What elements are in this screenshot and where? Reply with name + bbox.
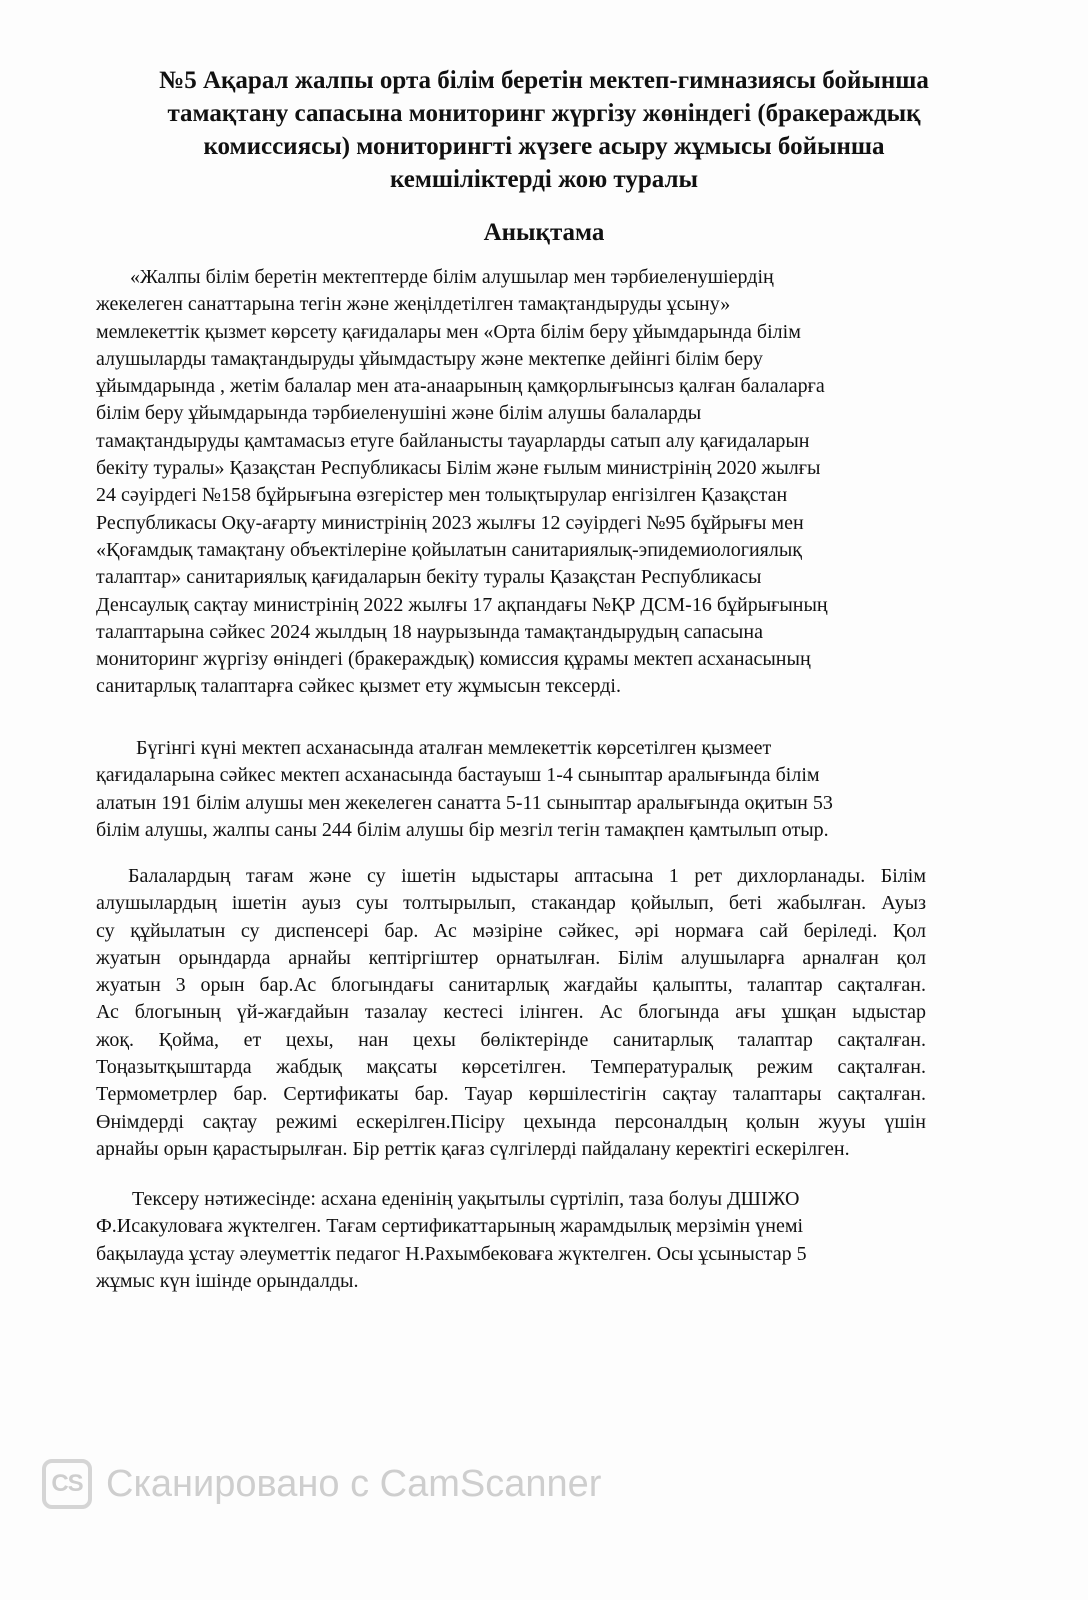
paragraph-line: мемлекеттік қызмет көрсету қағидалары мен «Орта білім беру ұйымдарында білім: [96, 320, 801, 343]
paragraph-line: талаптар» санитариялық қағидаларын бекіту туралы Қазақстан Республикасы: [96, 566, 762, 589]
paragraph-line: қағидаларына сәйкес мектеп асханасында бастауыш 1-4 сыныптар аралығында білім: [96, 764, 820, 787]
paragraph-line: «Қоғамдық тамақтану объектілеріне қойылатын санитариялық-эпидемиологиялық: [96, 538, 802, 561]
paragraph-line: Термометрлер бар. Сертификаты бар. Тауар көршілестігін сақтау талаптары сақталған.: [96, 1083, 926, 1106]
paragraph-line: білім беру ұйымдарында тәрбиеленушіні және білім алушы балаларды: [96, 402, 702, 425]
paragraph-line: «Жалпы білім беретін мектептерде білім алушылар мен тәрбиеленушіердің: [130, 266, 774, 288]
paragraph-line: 24 сәуірдегі №158 бұйрығына өзгерістер мен толықтырулар енгізілген Қазақстан: [96, 484, 788, 507]
paragraph-line: алатын 191 білім алушы мен жекелеген санатта 5-11 сыныптар аралығында оқитын 53: [96, 791, 833, 814]
document-heading: Анықтама: [483, 219, 605, 246]
paragraph-line: Ас блогының үй-жағдайын тазалау кестесі ілінген. Ас блогында ағы ұшқан ыдыстар: [96, 1001, 926, 1024]
paragraph-line: жоқ. Қойма, ет цехы, нан цехы бөліктерінде санитарлық талаптар сақталған.: [96, 1028, 926, 1051]
paragraph-line: бақылауда ұстау әлеуметтік педагог Н.Рахымбековаға жүктелген. Осы ұсыныстар 5: [96, 1242, 807, 1265]
paragraph-line: мониторинг жүргізу өніндегі (бракераждық) комиссия құрамы мектеп асханасының: [96, 648, 811, 671]
paragraph-line: Тексеру нәтижесінде: асхана еденінің уақытылы сүртіліп, таза болуы ДШІЖО: [132, 1188, 800, 1210]
title-line: №5 Ақарал жалпы орта білім беретін мектеп-гимназиясы бойынша: [159, 67, 929, 94]
paragraph-line: жуатын орындарда арнайы кептіргіштер орнатылған. Білім алушыларға арналған қол: [96, 946, 926, 969]
paragraph-line: Балалардың тағам және су ішетін ыдыстары аптасына 1 рет дихлорланады. Білім: [128, 865, 926, 887]
paragraph-line: талаптарына сәйкес 2024 жылдың 18 наурызында тамақтандырудың сапасына: [96, 620, 763, 643]
title-line: кемшіліктерді жою туралы: [389, 166, 699, 193]
camscanner-logo-icon: CS: [42, 1459, 92, 1509]
paragraph-line: тамақтандыруды қамтамасыз етуге байланысты тауарларды сатып алу қағидаларын: [96, 429, 810, 452]
paragraph-line: санитарлық талаптарға сәйкес қызмет ету жұмысын тексерді.: [96, 675, 621, 698]
paragraph-line: Тоңазытқыштарда жабдық мақсаты көрсетілген. Температуралық режим сақталған.: [96, 1056, 926, 1079]
paragraph-line: Республикасы Оқу-ағарту министрінің 2023 жылғы 12 сәуірдегі №95 бұйрығы мен: [96, 511, 804, 534]
paragraph-line: Ф.Исакуловаға жүктелген. Тағам сертификаттарының жарамдылық мерзімін үнемі: [96, 1215, 804, 1238]
camscanner-watermark: [42, 1452, 601, 1516]
paragraph-intro: [96, 264, 936, 701]
document-title: [80, 64, 1008, 196]
paragraph-line: Өнімдерді сақтау режимі ескерілген.Пісіру цехында персоналдың қолын жууы үшін: [96, 1110, 926, 1133]
paragraph-line: Денсаулық сақтау министрінің 2022 жылғы 17 ақпандағы №ҚР ДСМ-16 бұйрығының: [96, 593, 828, 616]
paragraph-line: арнайы орын қарастырылған. Бір реттік қағаз сүлгілерді пайдалану керектігі ескерілген.: [96, 1137, 850, 1160]
paragraph-conclusion: [96, 1186, 906, 1295]
paragraph-sanitary: [96, 863, 926, 1163]
paragraph-line: алушыларды тамақтандыруды ұйымдастыру және мектепке дейінгі білім беру: [96, 347, 763, 370]
paragraph-line: білім алушы, жалпы саны 244 білім алушы бір мезгіл тегін тамақпен қамтылып отыр.: [96, 818, 829, 841]
title-line: тамақтану сапасына мониторинг жүргізу жөніндегі (бракераждық: [167, 100, 921, 127]
paragraph-line: жуатын 3 орын бар.Ас блогындағы санитарлық жағдайы қалыпты, талаптар сақталған.: [96, 974, 926, 997]
paragraph-line: Бүгінгі күні мектеп асханасында аталған мемлекеттік көрсетілген қызмеет: [136, 737, 772, 759]
paragraph-line: су құйылатын су диспенсері бар. Ас мәзіріне сәйкес, әрі нормаға сай беріледі. Қол: [96, 919, 926, 942]
camscanner-text: Сканировано с CamScanner: [106, 1462, 602, 1505]
paragraph-meal-coverage: [96, 735, 936, 844]
paragraph-line: ұйымдарында , жетім балалар мен ата-анаарының қамқорлығынсыз қалған балаларға: [96, 375, 825, 398]
title-line: комиссиясы) мониторингті жүзеге асыру жұмысы бойынша: [203, 133, 885, 160]
paragraph-line: бекіту туралы» Қазақстан Республикасы Білім және ғылым министрінің 2020 жылғы: [96, 457, 821, 480]
paragraph-line: жекелеген санаттарына тегін және жеңілдетілген тамақтандыруды ұсыну»: [96, 293, 731, 316]
paragraph-line: алушылардың ішетін ауыз суы толтырылып, стакандар қойылып, беті жабылған. Ауыз: [96, 892, 926, 915]
paragraph-line: жұмыс күн ішінде орындалды.: [96, 1269, 359, 1292]
